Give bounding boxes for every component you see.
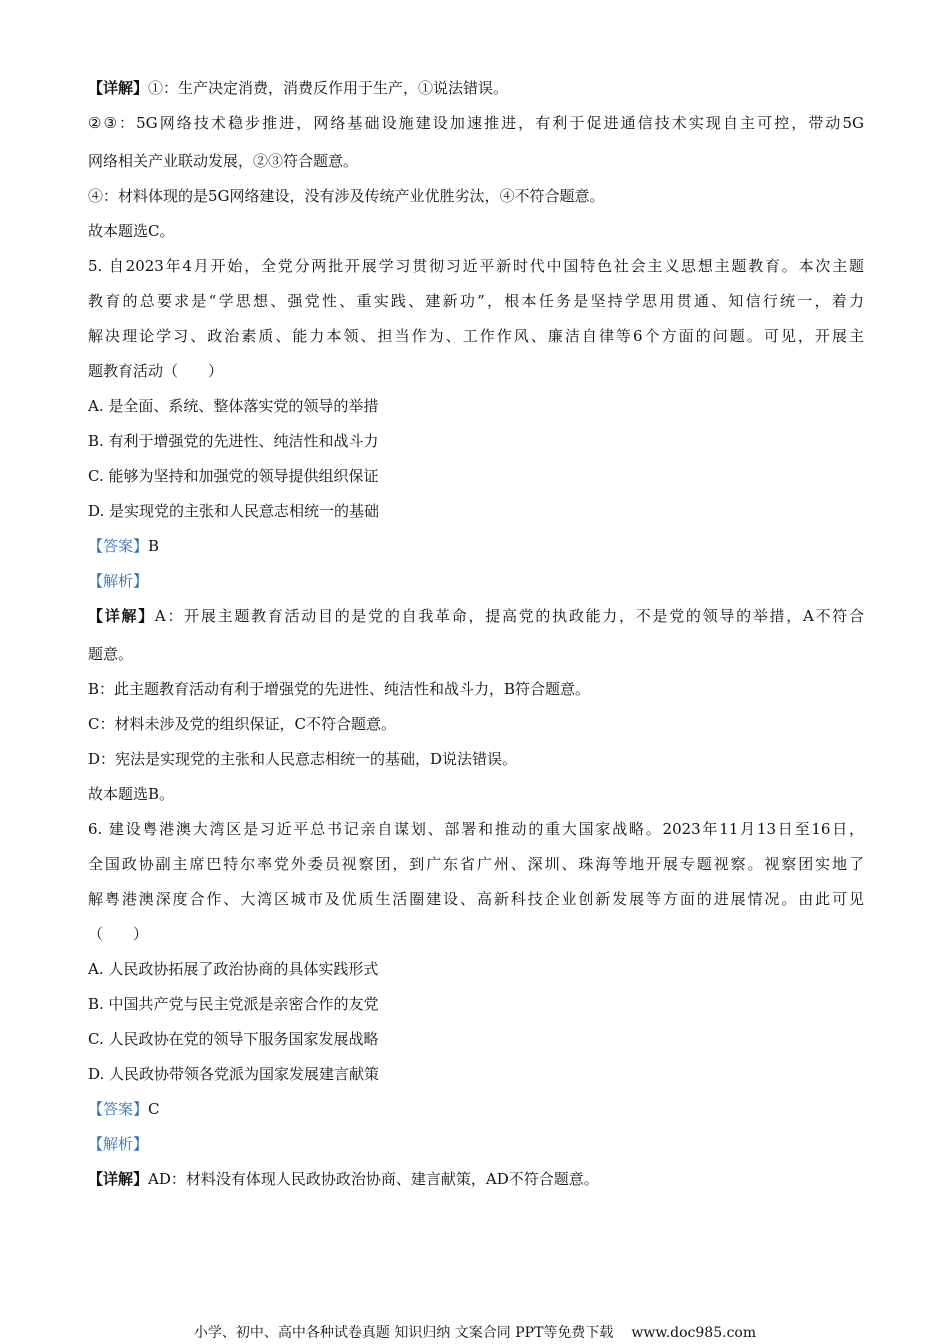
q6-analysis-tag: 【解析】 [88, 1135, 149, 1153]
q6-stem-4: （ ） [88, 925, 149, 943]
q4-detail-2b: 网络相关产业联动发展，②③符合题意。 [88, 152, 359, 170]
q6-option-b: B. 中国共产党与民主党派是亲密合作的友党 [88, 995, 379, 1013]
q4-detail-tag: 【详解】 [88, 79, 149, 97]
q5-detail-c: C：材料未涉及党的组织保证，C不符合题意。 [88, 715, 396, 733]
q4-conclusion: 故本题选C。 [88, 222, 175, 240]
q6-stem-1: 6. 建设粤港澳大湾区是习近平总书记亲自谋划、部署和推动的重大国家战略。2023年11月13日至16日， [88, 820, 864, 838]
q4-detail-3: ④：材料体现的是5G网络建设，没有涉及传统产业优胜劣汰，④不符合题意。 [88, 187, 605, 205]
q5-detail-a1-line [88, 606, 864, 626]
q4-detail-1: ①：生产决定消费，消费反作用于生产，①说法错误。 [148, 79, 509, 97]
q5-conclusion: 故本题选B。 [88, 785, 175, 803]
q5-option-d: D. 是实现党的主张和人民意志相统一的基础 [88, 502, 380, 520]
q6-option-d: D. 人民政协带领各党派为国家发展建言献策 [88, 1065, 380, 1083]
q5-option-a: A. 是全面、系统、整体落实党的领导的举措 [88, 397, 379, 415]
q5-analysis-tag: 【解析】 [88, 572, 149, 590]
q5-answer-value: B [148, 537, 160, 555]
document-body [88, 78, 864, 1189]
q6-stem-3: 解粤港澳深度合作、大湾区城市及优质生活圈建设、高新科技企业创新发展等方面的进展情况。由此可见 [88, 890, 864, 908]
q5-answer [88, 536, 864, 556]
q5-detail-b: B：此主题教育活动有利于增强党的先进性、纯洁性和战斗力，B符合题意。 [88, 680, 591, 698]
q5-detail-a2: 题意。 [88, 645, 134, 663]
q5-option-c: C. 能够为坚持和加强党的领导提供组织保证 [88, 467, 379, 485]
q6-stem-2: 全国政协副主席巴特尔率党外委员视察团，到广东省广州、深圳、珠海等地开展专题视察。视察团实地了 [88, 855, 864, 873]
q5-option-b: B. 有利于增强党的先进性、纯洁性和战斗力 [88, 432, 379, 450]
footer-url[interactable]: www.doc985.com [631, 1325, 757, 1341]
q6-detail-ad: AD：材料没有体现人民政协政治协商、建言献策，AD不符合题意。 [148, 1170, 599, 1188]
q4-detail-2a: ②③：5G网络技术稳步推进，网络基础设施建设加速推进，有利于促进通信技术实现自主可控，带动5G [88, 114, 864, 132]
q5-stem-4: 题教育活动（ ） [88, 362, 224, 380]
page-footer [0, 1324, 950, 1342]
q5-stem-1: 5. 自2023年4月开始，全党分两批开展学习贯彻习近平新时代中国特色社会主义思想主题教育。本次主题 [88, 257, 864, 275]
q6-answer-value: C [148, 1100, 160, 1118]
q6-detail-tag: 【详解】 [88, 1170, 149, 1188]
q5-stem-3: 解决理论学习、政治素质、能力本领、担当作为、工作作风、廉洁自律等6个方面的问题。可见，开展主 [88, 327, 864, 345]
q5-detail-d: D：宪法是实现党的主张和人民意志相统一的基础，D说法错误。 [88, 750, 518, 768]
footer-text: 小学、初中、高中各种试卷真题 知识归纳 文案合同 PPT等免费下载 [193, 1325, 614, 1341]
q6-detail-ad-line [88, 1169, 864, 1189]
q6-answer [88, 1099, 864, 1119]
q6-answer-tag: 【答案】 [88, 1100, 149, 1118]
q6-option-c: C. 人民政协在党的领导下服务国家发展战略 [88, 1030, 379, 1048]
q5-answer-tag: 【答案】 [88, 537, 149, 555]
q5-detail-tag: 【详解】 [88, 607, 155, 625]
q5-detail-a1: A：开展主题教育活动目的是党的自我革命，提高党的执政能力，不是党的领导的举措，A不符合 [154, 607, 864, 625]
q6-option-a: A. 人民政协拓展了政治协商的具体实践形式 [88, 960, 379, 978]
q5-stem-2: 教育的总要求是“学思想、强党性、重实践、建新功”，根本任务是坚持学思用贯通、知信行统一，着力 [88, 292, 864, 310]
q4-detail-line-1 [88, 78, 864, 98]
